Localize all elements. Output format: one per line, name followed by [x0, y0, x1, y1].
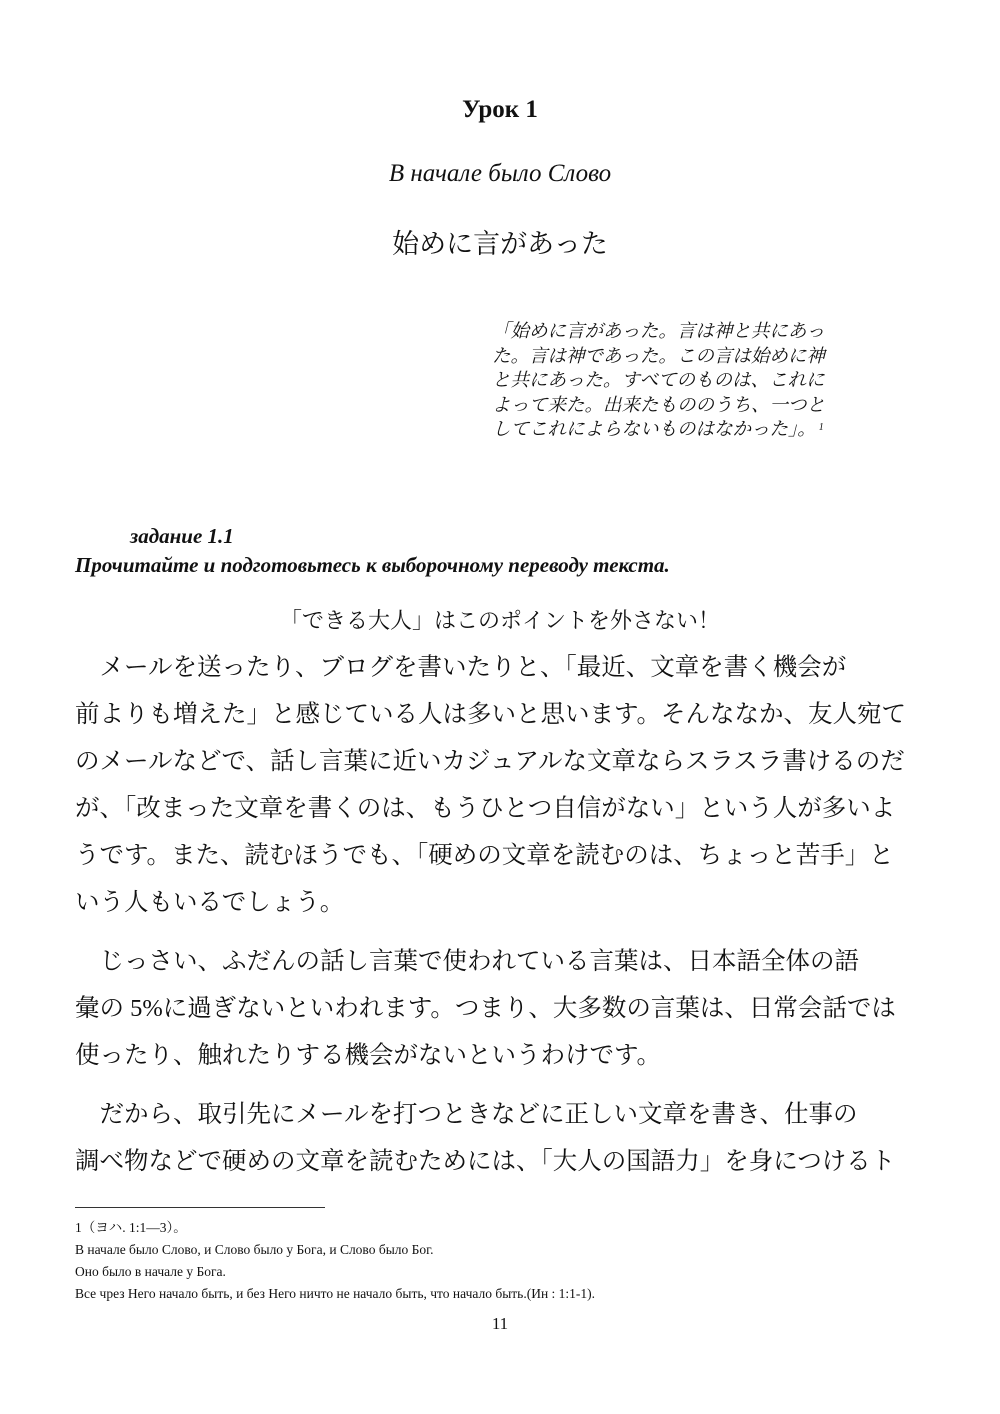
epigraph-line-last — [492, 418, 864, 443]
body-line: うです。また、読むほうでも、「硬めの文章を読むのは、ちょっと苦手」と — [75, 842, 894, 869]
paragraph-gap — [75, 926, 925, 938]
epigraph-line: 「始めに言があった。言は神と共にあっ — [492, 322, 825, 342]
body-line: 前よりも増えた」と感じている人は多いと思います。そんななか、友人宛て — [75, 701, 907, 728]
body-line: いう人もいるでしょう。 — [75, 889, 345, 916]
subtitle-russian: В начале было Слово — [388, 160, 612, 187]
body-line: のメールなどで、話し言葉に近いカジュアルな文章ならスラスラ書けるのだ — [75, 748, 905, 775]
body-line: メールを送ったり、ブログを書いたりと、「最近、文章を書く機会が — [75, 654, 847, 681]
footnote-line: Все чрез Него начало быть, и без Него ничто не начало быть, что начало быть.(Ин : 1:1-1). — [75, 1286, 596, 1301]
epigraph-line: よって来た。出来たもののうち、一つと — [492, 395, 826, 416]
page-number: 11 — [491, 1314, 509, 1333]
body-line: じっさい、ふだんの話し言葉で使われている言葉は、日本語全体の語 — [75, 948, 859, 975]
paragraph-gap — [75, 1079, 925, 1091]
article-title: 「できる大人」はこのポイントを外さない！ — [279, 608, 720, 633]
epigraph-line-text: してこれによらないものはなかった」。 — [492, 420, 816, 441]
task-instruction: Прочитайте и подготовьтесь к выборочному переводу текста. — [75, 553, 670, 577]
article-body — [75, 644, 925, 1185]
epigraph-line: た。言は神であった。この言は始めに神 — [492, 346, 825, 367]
body-line: 彙の 5%に過ぎないといわれます。つまり、大多数の言葉は、日常会話では — [75, 995, 896, 1022]
task-number: задание 1.1 — [130, 524, 234, 548]
footnote-separator — [75, 1207, 325, 1208]
body-line: 調べ物などで硬めの文章を読むためには、「大人の国語力」を身につけるト — [75, 1148, 896, 1175]
footnotes — [75, 1217, 595, 1305]
footnote-line: 1（ヨハ. 1:1—3）。 — [75, 1220, 187, 1235]
epigraph-line: と共にあった。すべてのものは、これに — [492, 371, 825, 392]
epigraph-quote — [492, 320, 864, 443]
footnote-line: В начале было Слово, и Слово было у Бога, и Слово было Бог. — [75, 1242, 434, 1257]
body-line: が、「改まった文章を書くのは、もうひとつ自信がない」という人が多いよ — [75, 795, 896, 822]
subtitle-japanese: 始めに言があった — [392, 229, 608, 259]
footnote-reference-mark[interactable]: 1 — [818, 422, 824, 434]
body-line: だから、取引先にメールを打つときなどに正しい文章を書き、仕事の — [75, 1101, 858, 1128]
footnote-line: Оно было в начале у Бога. — [75, 1264, 226, 1279]
body-line: 使ったり、触れたりする機会がないというわけです。 — [75, 1042, 662, 1069]
lesson-title: Урок 1 — [462, 96, 538, 123]
